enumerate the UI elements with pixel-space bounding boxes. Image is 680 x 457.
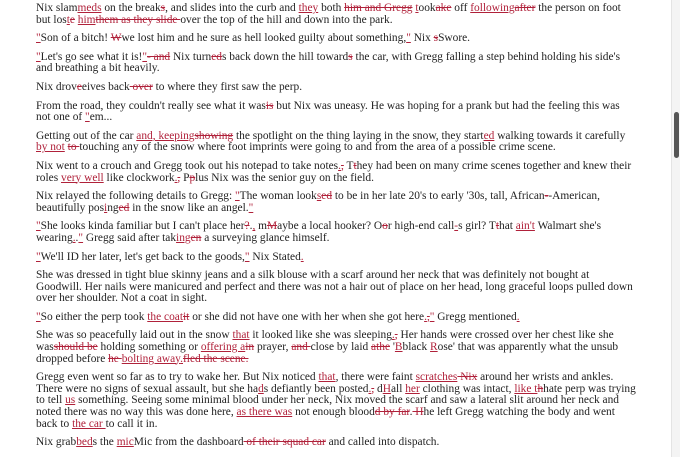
- tracked-insertion: ": [36, 250, 41, 263]
- tracked-deletion: and: [291, 341, 311, 354]
- text-run: prayer,: [254, 341, 292, 354]
- text-run: to where they first saw the perp.: [152, 80, 303, 93]
- tracked-insertion: mic: [116, 436, 134, 449]
- tracked-insertion: that: [232, 329, 250, 342]
- text-run: .: [249, 220, 253, 233]
- text-run: .: [75, 231, 79, 244]
- tracked-insertion: as there was: [236, 406, 293, 419]
- tracked-insertion: ": [36, 50, 41, 63]
- tracked-insertion: ed: [483, 129, 495, 142]
- text-run: ook: [418, 2, 436, 14]
- paragraph: [36, 312, 636, 324]
- paragraph: [36, 330, 636, 365]
- text-run: ': [390, 341, 395, 354]
- text-run: s back down the hill toward: [222, 50, 349, 63]
- tracked-insertion: her: [405, 382, 420, 395]
- text-run: something. Seeing some minimal blood under her neck, Nix moved the scarf and saw a lateral slit around her neck and noted there was no way this was done here,: [36, 394, 619, 419]
- text-run: touching any of the snow where foot imprints were going to and from the area of a possible crime scene.: [79, 141, 556, 154]
- tracked-insertion: ": [234, 190, 240, 203]
- text-run: -American, beautifully pos: [36, 190, 600, 214]
- tracked-deletion: over: [129, 80, 153, 93]
- tracked-insertion: offering a: [200, 341, 246, 354]
- tracked-insertion: .: [174, 171, 178, 184]
- tracked-deletion: - and: [147, 50, 171, 63]
- text-run: P: [180, 171, 190, 184]
- tracked-deletion: e: [76, 80, 82, 93]
- text-run: She was dressed in tight blue skinny jeans and a silk blouse with a scarf around her neck that was definitely not bought at Goodwill. Her nails were manicured and perfect and there was not a hair out of place on her head, long graceful loops pulled down over her shoulder. Not a coat in sight.: [36, 269, 633, 305]
- tracked-insertion: ": [78, 231, 84, 244]
- scrollbar-thumb[interactable]: [674, 112, 679, 158]
- text-run: The woman look: [239, 190, 317, 203]
- paragraph: [36, 131, 636, 154]
- text-run: Gregg said after tak: [83, 231, 177, 244]
- tracked-insertion: that: [318, 371, 336, 384]
- tracked-deletion: him and Gregg: [344, 2, 413, 14]
- text-run: hate perp was trying to tell: [36, 382, 636, 407]
- text-run: Gregg even went so far as to try to wake her. But Nix noticed: [36, 371, 319, 384]
- text-run: Nix relayed the following details to Gregg:: [36, 190, 235, 203]
- tracked-deletion: ,: [371, 382, 375, 395]
- text-run: it looked like she was sleeping: [249, 329, 392, 342]
- tracked-insertion: following: [470, 2, 515, 14]
- tracked-insertion: the coat: [147, 310, 184, 323]
- tracked-deletion: it: [183, 310, 190, 323]
- tracked-insertion: us: [65, 394, 76, 407]
- paragraph: [36, 33, 636, 45]
- text-run: eives back: [81, 80, 130, 93]
- text-run: r high-end call: [387, 220, 455, 233]
- tracked-insertion: .: [72, 231, 76, 244]
- tracked-deletion: ,: [177, 171, 181, 184]
- tracked-deletion: ,: [340, 159, 344, 172]
- tracked-deletion: h: [537, 382, 544, 395]
- tracked-deletion: to: [67, 141, 80, 154]
- text-run: clothing was intact,: [419, 382, 515, 395]
- tracked-deletion: ed: [118, 201, 130, 214]
- tracked-deletion: ,: [394, 329, 398, 342]
- tracked-insertion: ": [36, 310, 41, 323]
- text-run: Nix: [410, 32, 434, 45]
- text-run: s the: [92, 436, 117, 449]
- tracked-insertion: the car: [72, 417, 106, 430]
- tracked-deletion: e: [69, 13, 75, 26]
- tracked-insertion: ": [85, 111, 90, 124]
- tracked-deletion: Nix: [457, 371, 478, 384]
- text-run: d: [374, 382, 383, 395]
- paragraph: [36, 221, 636, 244]
- text-run: we lost him and he sure as hell looked guilty about something,: [121, 32, 407, 45]
- tracked-insertion: i: [104, 201, 108, 214]
- text-run: walking towards it carefully: [494, 129, 626, 142]
- text-run: close by laid: [310, 341, 372, 354]
- tracked-deletion: t: [353, 159, 357, 172]
- tracked-insertion: ": [406, 32, 411, 45]
- tracked-insertion: R: [430, 341, 438, 354]
- text-run: lus Nix was the senior guy on the field.: [195, 171, 374, 184]
- tracked-insertion: s: [316, 190, 322, 203]
- tracked-deletion: d by far: [374, 406, 410, 419]
- tracked-insertion: .: [300, 250, 304, 263]
- tracked-deletion: s: [160, 2, 166, 14]
- text-run: not enough blood: [292, 406, 375, 419]
- tracked-deletion: t: [495, 220, 500, 233]
- text-run: Getting out of the car: [36, 129, 137, 142]
- tracked-deletion: in: [245, 341, 255, 354]
- text-run: From the road, they couldn't really see what it was: [36, 99, 266, 112]
- text-run: off: [451, 2, 471, 14]
- tracked-insertion: ": [244, 250, 250, 263]
- tracked-insertion: B: [394, 341, 403, 354]
- tracked-deletion: showing: [194, 129, 234, 142]
- tracked-deletion: athe: [371, 341, 391, 354]
- tracked-insertion: ": [36, 32, 41, 45]
- text-run: Nix went to a crouch and Gregg took out his notepad to take notes: [36, 159, 339, 172]
- tracked-insertion: .: [338, 159, 341, 172]
- tracked-insertion: like t: [514, 382, 538, 395]
- text-run: a surveying glance himself.: [201, 231, 330, 244]
- tracked-insertion: by not: [36, 141, 65, 154]
- text-run: over the top of the hill and down into the park.: [180, 13, 393, 26]
- tracked-deletion: them as they slide: [95, 13, 181, 26]
- tracked-deletion: of their squad car: [243, 436, 326, 449]
- text-run: like clockwork: [103, 171, 175, 184]
- tracked-insertion: t: [66, 13, 70, 26]
- tracked-insertion: ing: [176, 231, 191, 244]
- tracked-insertion: ain't: [515, 220, 535, 233]
- tracked-deletion: after: [514, 2, 536, 14]
- tracked-insertion: keeping: [158, 129, 195, 142]
- text-run: Her hands were crossed over her chest like she was: [36, 329, 614, 354]
- document-body: [36, 3, 636, 456]
- tracked-deletion: ed: [321, 190, 333, 203]
- tracked-deletion: he: [108, 352, 122, 365]
- tracked-insertion: him: [77, 13, 96, 26]
- text-run: the car, with Gregg falling a step behind holding his side's and breathing a bit heavily.: [36, 50, 621, 75]
- paragraph: [36, 101, 636, 124]
- text-run: aybe a local hooker? O: [277, 220, 383, 233]
- tracked-deletion: -: [544, 190, 549, 203]
- text-run: Gregg mentioned: [434, 310, 517, 323]
- text-run: to call it in.: [105, 417, 158, 430]
- tracked-insertion: .: [391, 329, 395, 342]
- text-run: s girl? T: [458, 220, 496, 233]
- tracked-deletion: ?: [244, 220, 250, 233]
- text-run: in the snow like an angel.: [129, 201, 249, 214]
- tracked-insertion: ": [142, 50, 148, 63]
- vertical-scrollbar[interactable]: [671, 0, 680, 457]
- tracked-insertion: ": [36, 220, 41, 233]
- text-run: black: [402, 341, 431, 354]
- tracked-deletion: ed: [211, 50, 223, 63]
- tracked-insertion: scratches: [415, 371, 458, 384]
- text-run: hey had been on many crime scenes together and knew their roles: [36, 159, 632, 184]
- tracked-deletion: M: [267, 220, 278, 233]
- tracked-insertion: .: [180, 352, 183, 365]
- text-run: Mic from the dashboard: [133, 436, 244, 449]
- text-run: around her wrists and ankles. There were no signs of sexual assault, but she ha: [36, 371, 614, 395]
- paragraph: [36, 372, 636, 430]
- tracked-deletion: en: [190, 231, 202, 244]
- tracked-insertion: meds: [77, 2, 102, 14]
- text-run: to be in her late 20's to early '30s, tall, African: [332, 190, 545, 203]
- tracked-insertion: ": [429, 310, 435, 323]
- tracked-deletion: ake: [435, 2, 452, 14]
- text-run: Walmart she's wearing: [36, 220, 602, 244]
- paragraph: [36, 3, 636, 26]
- paragraph: [36, 270, 636, 305]
- text-run: the spotlight on the thing laying in the snow, they start: [233, 129, 484, 142]
- paragraph: [36, 252, 636, 264]
- paragraph: [36, 52, 636, 75]
- tracked-insertion: d: [258, 382, 264, 395]
- text-run: ng: [107, 201, 119, 214]
- text-run: Nix Stated: [249, 250, 301, 263]
- tracked-deletion: o: [382, 220, 388, 233]
- text-run: m: [255, 220, 268, 233]
- text-run: Son of a bitch!: [40, 32, 111, 45]
- text-run: She looks kinda familiar but I can't place her: [40, 220, 245, 233]
- tracked-insertion: .: [368, 382, 372, 395]
- text-run: s defiantly been posted: [263, 382, 369, 395]
- text-run: and called into dispatch.: [325, 436, 440, 449]
- text-run: T: [343, 159, 354, 172]
- text-run: We'll ID her later, let's get back to the goods,: [40, 250, 245, 263]
- text-run: hat: [499, 220, 516, 233]
- text-run: , there were faint: [335, 371, 416, 384]
- tracked-insertion: ,: [252, 220, 256, 233]
- tracked-insertion: -: [454, 220, 459, 233]
- text-run: Nix slam: [36, 2, 78, 14]
- tracked-insertion: .: [424, 310, 427, 323]
- tracked-insertion: bolting away: [121, 352, 181, 365]
- tracked-deletion: ,: [426, 310, 430, 323]
- tracked-insertion: they: [298, 2, 319, 14]
- tracked-insertion: bed: [76, 436, 93, 449]
- paragraph: [36, 437, 636, 449]
- tracked-insertion: .: [516, 310, 520, 323]
- text-run: Nix grab: [36, 436, 77, 449]
- text-run: holding something or: [97, 341, 201, 354]
- tracked-deletion: W: [110, 32, 122, 45]
- text-run: on the break: [101, 2, 161, 14]
- paragraph: [36, 161, 636, 184]
- tracked-deletion: s: [348, 50, 353, 63]
- tracked-insertion: very well: [61, 171, 104, 184]
- text-run: Swore.: [438, 32, 471, 45]
- tracked-deletion: H: [412, 406, 424, 419]
- tracked-insertion: t: [415, 2, 419, 14]
- text-run: both: [318, 2, 345, 14]
- text-run: Nix drov: [36, 80, 77, 93]
- text-run: the person on foot but los: [36, 2, 621, 26]
- text-run: em...: [89, 111, 113, 124]
- text-run: Nix turn: [170, 50, 212, 63]
- paragraph: [36, 82, 636, 94]
- text-run: he left Gregg watching the body and went back to: [36, 406, 615, 430]
- text-run: but Nix was uneasy. He was hoping for a prank but had the feeling this was not one of: [36, 99, 620, 124]
- tracked-deletion: p: [189, 171, 196, 184]
- text-run: .: [409, 406, 413, 419]
- text-run: ose' that was apparently what the unsub dropped before: [36, 341, 619, 365]
- text-run: So either the perp took: [40, 310, 148, 323]
- tracked-deletion: s: [433, 32, 439, 45]
- text-run: , and slides into the curb and: [165, 2, 299, 14]
- text-run: all: [390, 382, 406, 395]
- tracked-deletion: fled the scene.: [183, 352, 249, 365]
- text-run: She was so peacefully laid out in the snow: [36, 329, 233, 342]
- text-run: Let's go see what it is!: [40, 50, 143, 63]
- tracked-insertion: ": [248, 201, 254, 214]
- tracked-insertion: H: [382, 382, 391, 395]
- paragraph: [36, 191, 636, 214]
- tracked-deletion: is: [265, 99, 274, 112]
- tracked-insertion: and,: [136, 129, 159, 142]
- text-run: or she did not have one with her when she got here: [189, 310, 425, 323]
- tracked-deletion: should be: [53, 341, 98, 354]
